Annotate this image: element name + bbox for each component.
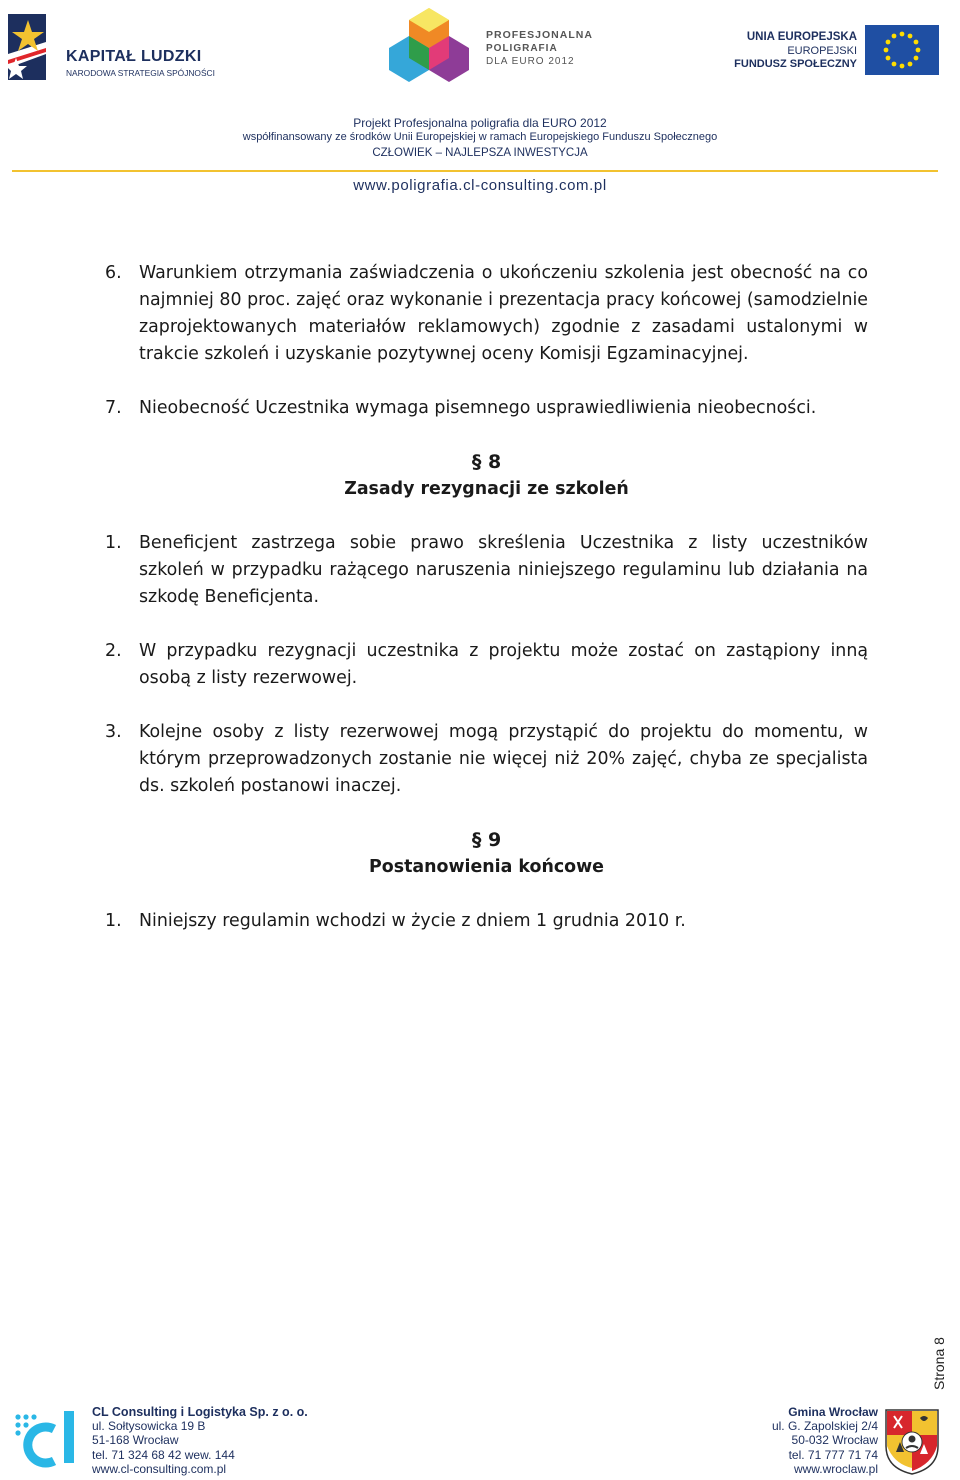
item-text: Beneficjent zastrzega sobie prawo skreślenia Uczestnika z listy uczestników szkoleń w przypadku rażącego naruszenia niniejszego regulaminu lub działania na szkodę Beneficjenta. — [139, 533, 868, 607]
gm-street: ul. G. Zapolskiej 2/4 — [771, 1419, 878, 1434]
pp-line2: POLIGRAFIA — [486, 43, 558, 54]
list-item — [105, 530, 868, 611]
section-9-title: Postanowienia końcowe — [369, 857, 604, 877]
wroclaw-coat-of-arms-icon — [884, 1408, 940, 1476]
cl-name: CL Consulting i Logistyka Sp. z o. o. — [92, 1405, 308, 1419]
eu-line2: EUROPEJSKI — [787, 45, 857, 57]
cl-consulting-logo-icon — [10, 1403, 88, 1473]
list-item — [105, 908, 868, 935]
cl-city: 51-168 Wrocław — [92, 1433, 179, 1448]
project-cofinancing: współfinansowany ze środków Unii Europejskiej w ramach Europejskiego Funduszu Społecznego — [242, 131, 718, 143]
item-text: Warunkiem otrzymania zaświadczenia o ukończeniu szkolenia jest obecność na co najmniej 80 proc. zajęć oraz wykonanie i prezentacja pracy końcowej (samodzielnie zaprojektowanych materiałów reklamowych) zgodnie z zasadami ustalonymi w trakcie szkoleń i uzyskanie pozytywnej oceny Komisji Egzaminacyjnej. — [139, 263, 868, 364]
project-website-link[interactable]: www.poligrafia.cl-consulting.com.pl — [353, 177, 607, 194]
page-number: Strona 8 — [931, 1337, 947, 1390]
item-number: 2. — [105, 641, 122, 661]
list-item — [105, 719, 868, 800]
list-item — [105, 260, 868, 368]
colorful-cube-icon — [383, 6, 475, 86]
gm-city: 50-032 Wrocław — [791, 1433, 878, 1448]
eu-flag-icon — [865, 25, 939, 75]
item-number: 6. — [105, 263, 122, 283]
project-title: Projekt Profesjonalna poligrafia dla EURO 2012 — [353, 116, 607, 130]
cl-consulting-address — [92, 1405, 308, 1476]
pp-line3: DLA EURO 2012 — [486, 56, 575, 67]
list-item — [105, 638, 868, 692]
item-text: Kolejne osoby z listy rezerwowej mogą przystąpić do projektu do momentu, w którym przeprowadzonych zostanie nie więcej niż 20% zajęć, chyba ze specjalista ds. szkoleń postanowi inaczej. — [139, 722, 868, 796]
gm-phone: tel. 71 777 71 74 — [788, 1447, 878, 1462]
cl-street: ul. Sołtysowicka 19 B — [92, 1419, 206, 1434]
item-number: 7. — [105, 398, 122, 418]
eu-line3: FUNDUSZ SPOŁECZNY — [734, 58, 857, 70]
cl-website-link[interactable]: www.cl-consulting.com.pl — [92, 1461, 227, 1476]
section-8-title: Zasady rezygnacji ze szkoleń — [344, 479, 629, 499]
item-number: 1. — [105, 533, 122, 553]
list-item — [105, 395, 868, 422]
document-body — [105, 260, 868, 935]
pp-line1: PROFESJONALNA — [486, 29, 593, 41]
item-number: 3. — [105, 722, 122, 742]
section-9-symbol: § 9 — [471, 829, 502, 851]
kapital-ludzki-subtitle: NARODOWA STRATEGIA SPÓJNOŚCI — [66, 68, 215, 78]
project-slogan: CZŁOWIEK – NAJLEPSZA INWESTYCJA — [372, 147, 588, 159]
header-divider — [12, 170, 938, 172]
item-text: Nieobecność Uczestnika wymaga pisemnego usprawiedliwienia nieobecności. — [139, 398, 817, 418]
item-text: W przypadku rezygnacji uczestnika z projektu może zostać on zastąpiony inną osobą z listy rezerwowej. — [139, 641, 868, 688]
profesjonalna-poligrafia-logo — [383, 6, 613, 86]
cl-phone: tel. 71 324 68 42 wew. 144 — [92, 1447, 235, 1462]
eu-logo — [734, 25, 945, 80]
item-text: Niniejszy regulamin wchodzi w życie z dniem 1 grudnia 2010 r. — [139, 911, 686, 931]
gm-name: Gmina Wrocław — [788, 1405, 878, 1419]
kapital-ludzki-logo — [6, 12, 256, 82]
kapital-ludzki-star-icon — [6, 12, 54, 82]
gmina-wroclaw-address — [772, 1405, 878, 1476]
kapital-ludzki-title: KAPITAŁ LUDZKI — [66, 48, 202, 65]
item-number: 1. — [105, 911, 122, 931]
gm-website-link[interactable]: www.wroclaw.pl — [793, 1461, 878, 1476]
section-8-symbol: § 8 — [471, 451, 502, 473]
eu-line1: UNIA EUROPEJSKA — [746, 31, 857, 43]
